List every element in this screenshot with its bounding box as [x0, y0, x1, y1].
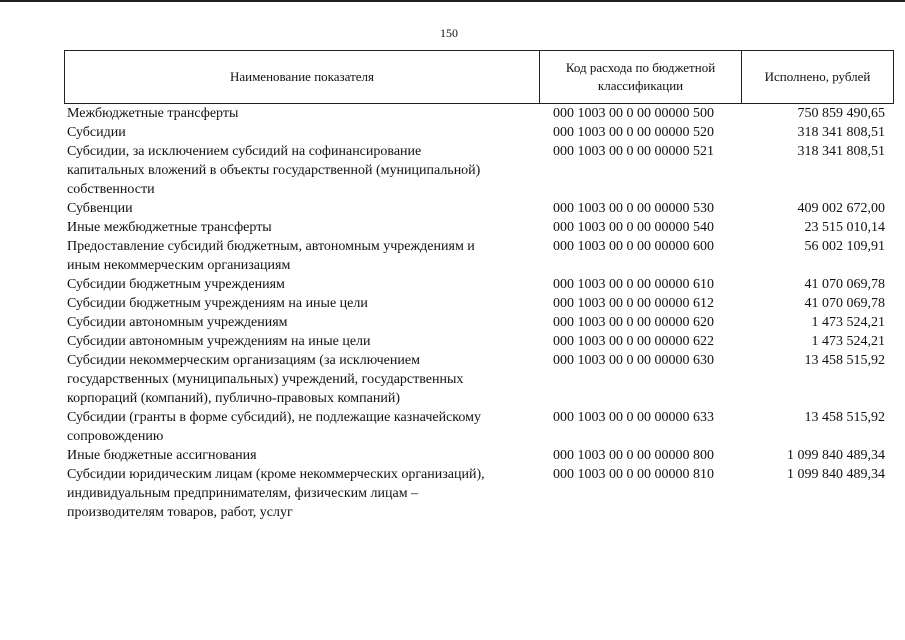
row-name-line: Предоставление субсидий бюджетным, автономным учреждениям и: [67, 239, 475, 254]
row-code: 000 1003 00 0 00 00000 622: [553, 334, 714, 349]
row-name-line: производителям товаров, работ, услуг: [67, 505, 293, 520]
row-name-line: Иные межбюджетные трансферты: [67, 220, 272, 235]
row-code: 000 1003 00 0 00 00000 612: [553, 296, 714, 311]
row-amount: 41 070 069,78: [804, 296, 885, 311]
row-name: [67, 275, 547, 294]
row-amount: 23 515 010,14: [804, 220, 885, 235]
table-row: [67, 237, 893, 275]
row-amount: 13 458 515,92: [804, 353, 885, 368]
row-name: [67, 446, 547, 465]
row-amount: 318 341 808,51: [797, 144, 885, 159]
row-name: [67, 237, 547, 275]
table-row: [67, 104, 893, 123]
header-code-line2: классификации: [597, 78, 684, 93]
row-name-line: Субсидии некоммерческим организациям (за исключением: [67, 353, 420, 368]
row-name-line: Субсидии, за исключением субсидий на софинансирование: [67, 144, 422, 159]
row-code: 000 1003 00 0 00 00000 633: [553, 410, 714, 425]
row-amount: 409 002 672,00: [797, 201, 885, 216]
row-name-line: корпораций (компаний), публично-правовых компаний): [67, 391, 400, 406]
table-header: [64, 50, 894, 104]
row-name-line: Субсидии: [67, 125, 126, 140]
row-code: 000 1003 00 0 00 00000 630: [553, 353, 714, 368]
row-name-line: Межбюджетные трансферты: [67, 106, 239, 121]
row-code: 000 1003 00 0 00 00000 600: [553, 239, 714, 254]
table-row: [67, 294, 893, 313]
table-body: [67, 104, 893, 522]
table-row: [67, 465, 893, 522]
header-code-line1: Код расхода по бюджетной: [565, 60, 716, 75]
row-name-line: Иные бюджетные ассигнования: [67, 448, 257, 463]
row-name: [67, 199, 547, 218]
row-amount: 56 002 109,91: [804, 239, 885, 254]
row-amount: 318 341 808,51: [797, 125, 885, 140]
row-name-line: капитальных вложений в объекты государственной (муниципальной): [67, 163, 481, 178]
table-row: [67, 351, 893, 408]
row-name-line: Субсидии автономным учреждениям на иные цели: [67, 334, 371, 349]
row-name-line: собственности: [67, 182, 155, 197]
row-name: [67, 313, 547, 332]
row-name: [67, 408, 547, 446]
row-code: 000 1003 00 0 00 00000 610: [553, 277, 714, 292]
row-code: 000 1003 00 0 00 00000 810: [553, 467, 714, 482]
row-name: [67, 104, 547, 123]
row-amount: 41 070 069,78: [804, 277, 885, 292]
row-code: 000 1003 00 0 00 00000 530: [553, 201, 714, 216]
row-amount: 1 099 840 489,34: [787, 448, 885, 463]
row-code: 000 1003 00 0 00 00000 620: [553, 315, 714, 330]
table-row: [67, 218, 893, 237]
row-name: [67, 218, 547, 237]
row-name: [67, 332, 547, 351]
row-name-line: Субсидии бюджетным учреждениям на иные цели: [67, 296, 368, 311]
row-name-line: иным некоммерческим организациям: [67, 258, 291, 273]
row-amount: 13 458 515,92: [804, 410, 885, 425]
header-amount-column: Исполнено, рублей: [764, 69, 871, 84]
row-amount: 1 473 524,21: [811, 315, 885, 330]
table-row: [67, 275, 893, 294]
top-rule: [0, 0, 905, 2]
page-number: 150: [440, 26, 458, 40]
row-name: [67, 142, 547, 199]
row-name-line: Субвенции: [67, 201, 133, 216]
row-code: 000 1003 00 0 00 00000 520: [553, 125, 714, 140]
row-name-line: государственных (муниципальных) учреждений, государственных: [67, 372, 464, 387]
row-name: [67, 465, 547, 522]
row-name-line: Субсидии юридическим лицам (кроме некоммерческих организаций),: [67, 467, 485, 482]
row-name: [67, 123, 547, 142]
row-name-line: Субсидии (гранты в форме субсидий), не подлежащие казначейскому: [67, 410, 481, 425]
table-row: [67, 142, 893, 199]
table-row: [67, 408, 893, 446]
row-name-line: Субсидии автономным учреждениям: [67, 315, 288, 330]
row-code: 000 1003 00 0 00 00000 540: [553, 220, 714, 235]
header-code-column: [540, 51, 742, 103]
row-name-line: Субсидии бюджетным учреждениям: [67, 277, 285, 292]
row-code: 000 1003 00 0 00 00000 500: [553, 106, 714, 121]
table-row: [67, 199, 893, 218]
row-amount: 1 099 840 489,34: [787, 467, 885, 482]
row-code: 000 1003 00 0 00 00000 521: [553, 144, 714, 159]
row-name-line: сопровождению: [67, 429, 164, 444]
row-name: [67, 351, 547, 408]
row-name: [67, 294, 547, 313]
table-row: [67, 313, 893, 332]
row-amount: 1 473 524,21: [811, 334, 885, 349]
row-name-line: индивидуальным предпринимателям, физическим лицам –: [67, 486, 419, 501]
row-code: 000 1003 00 0 00 00000 800: [553, 448, 714, 463]
table-row: [67, 332, 893, 351]
table-row: [67, 123, 893, 142]
table-row: [67, 446, 893, 465]
row-amount: 750 859 490,65: [797, 106, 885, 121]
header-name-column: Наименование показателя: [65, 51, 540, 103]
